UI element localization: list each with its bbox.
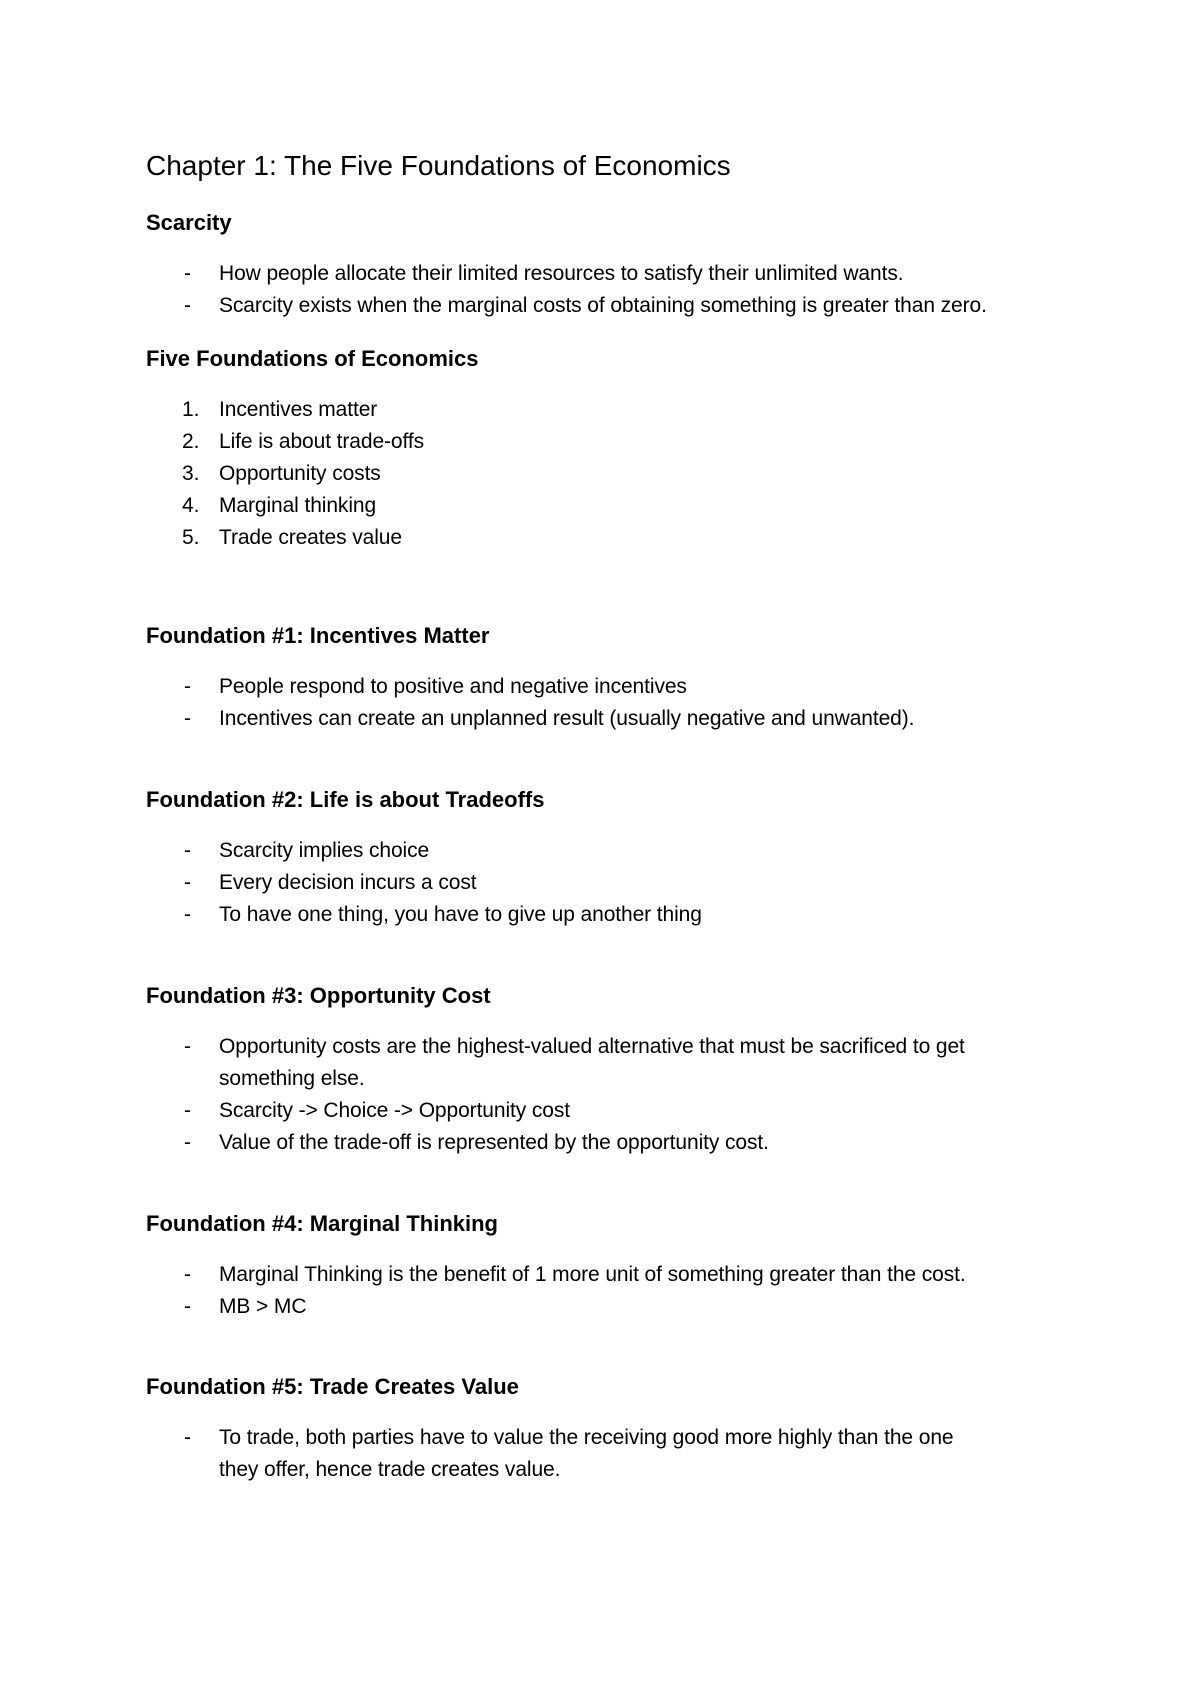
list-number: 2.	[182, 430, 200, 453]
list-number: 5.	[182, 526, 200, 549]
bullet-marker: -	[184, 1131, 191, 1154]
bullet-marker: -	[184, 294, 191, 317]
list-item-continuation: something else.	[219, 1067, 365, 1090]
list-number: 1.	[182, 398, 200, 421]
section-heading-foundation-4: Foundation #4: Marginal Thinking	[146, 1211, 498, 1236]
section-heading-foundation-1: Foundation #1: Incentives Matter	[146, 623, 490, 648]
list-item: People respond to positive and negative incentives	[219, 675, 687, 698]
list-item: How people allocate their limited resources to satisfy their unlimited wants.	[219, 262, 904, 285]
bullet-marker: -	[184, 839, 191, 862]
bullet-marker: -	[184, 1099, 191, 1122]
list-item: To have one thing, you have to give up another thing	[219, 903, 702, 926]
list-item: Trade creates value	[219, 526, 402, 549]
bullet-marker: -	[184, 675, 191, 698]
list-item-continuation: they offer, hence trade creates value.	[219, 1458, 561, 1481]
bullet-marker: -	[184, 1035, 191, 1058]
list-item: Incentives matter	[219, 398, 378, 421]
list-item: MB > MC	[219, 1295, 307, 1318]
list-item: Scarcity exists when the marginal costs of obtaining something is greater than zero.	[219, 294, 987, 317]
bullet-marker: -	[184, 1295, 191, 1318]
list-item: Opportunity costs are the highest-valued alternative that must be sacrificed to get	[219, 1035, 965, 1058]
bullet-marker: -	[184, 707, 191, 730]
list-item: Marginal thinking	[219, 494, 377, 517]
list-number: 3.	[182, 462, 200, 485]
bullet-marker: -	[184, 903, 191, 926]
list-item: Every decision incurs a cost	[219, 871, 477, 894]
bullet-marker: -	[184, 1263, 191, 1286]
list-item: Value of the trade-off is represented by the opportunity cost.	[219, 1131, 769, 1154]
list-item: Scarcity -> Choice -> Opportunity cost	[219, 1099, 571, 1122]
bullet-marker: -	[184, 262, 191, 285]
page-title: Chapter 1: The Five Foundations of Economics	[146, 150, 731, 181]
list-number: 4.	[182, 494, 200, 517]
section-heading-foundation-2: Foundation #2: Life is about Tradeoffs	[146, 787, 545, 812]
list-item: Life is about trade-offs	[219, 430, 425, 453]
list-item: Opportunity costs	[219, 462, 381, 485]
list-item: Scarcity implies choice	[219, 839, 430, 862]
section-heading-foundation-3: Foundation #3: Opportunity Cost	[146, 983, 491, 1008]
bullet-marker: -	[184, 871, 191, 894]
section-heading-scarcity: Scarcity	[146, 210, 232, 235]
bullet-marker: -	[184, 1426, 191, 1449]
list-item: To trade, both parties have to value the receiving good more highly than the one	[219, 1426, 954, 1449]
list-item: Marginal Thinking is the benefit of 1 more unit of something greater than the cost.	[219, 1263, 966, 1286]
section-heading-five-foundations: Five Foundations of Economics	[146, 346, 479, 371]
section-heading-foundation-5: Foundation #5: Trade Creates Value	[146, 1374, 519, 1399]
list-item: Incentives can create an unplanned result (usually negative and unwanted).	[219, 707, 915, 730]
